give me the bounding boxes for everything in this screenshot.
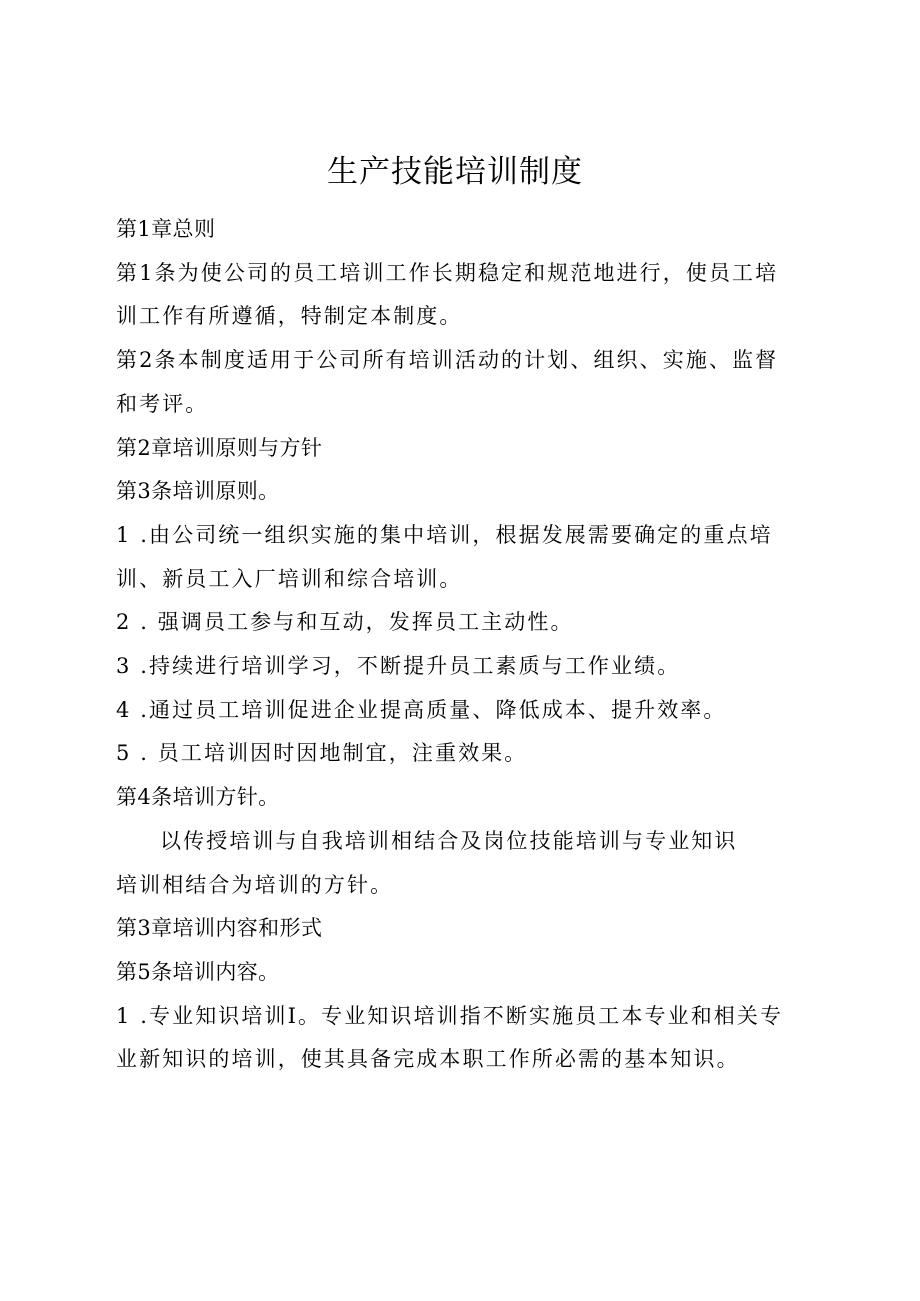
article-heading: 第4条培训方针。	[116, 785, 280, 810]
list-item-line: 2 . 强调员工参与和互动，发挥员工主动性。	[116, 610, 574, 635]
list-item-line: 3 .持续进行培训学习，不断提升员工素质与工作业绩。	[116, 654, 681, 679]
list-item-line: 1 .由公司统一组织实施的集中培训，根据发展需要确定的重点培	[116, 522, 773, 547]
article-heading: 第5条培训内容。	[116, 959, 280, 984]
chapter-heading: 第2章培训原则与方针	[116, 435, 323, 460]
document-title: 生产技能培训制度	[327, 154, 583, 190]
article-line: 第2条本制度适用于公司所有培训活动的计划、组织、实施、监督	[116, 348, 779, 373]
paragraph-line: 培训相结合为培训的方针。	[116, 872, 394, 897]
chapter-heading: 第3章培训内容和形式	[116, 916, 323, 941]
chapter-heading: 第1章总则	[116, 217, 216, 241]
list-item-line: 4 .通过员工培训促进企业提高质量、降低成本、提升效率。	[116, 697, 727, 722]
paragraph-line: 以传授培训与自我培训相结合及岗位技能培训与专业知识	[160, 828, 738, 853]
article-line: 训工作有所遵循，特制定本制度。	[116, 304, 463, 329]
article-line: 和考评。	[116, 391, 209, 416]
list-item-line: 5 . 员工培训因时因地制宜，注重效果。	[116, 741, 528, 766]
list-item-line: 1 .专业知识培训I。专业知识培训指不断实施员工本专业和相关专	[116, 1003, 784, 1028]
list-item-line: 训、新员工入厂培训和综合培训。	[116, 566, 463, 591]
article-heading: 第3条培训原则。	[116, 479, 280, 504]
list-item-line: 业新知识的培训，使其具备完成本职工作所必需的基本知识。	[116, 1047, 740, 1072]
document-body	[116, 208, 786, 1082]
article-line: 第1条为使公司的员工培训工作长期稳定和规范地进行，使员工培	[116, 260, 779, 285]
